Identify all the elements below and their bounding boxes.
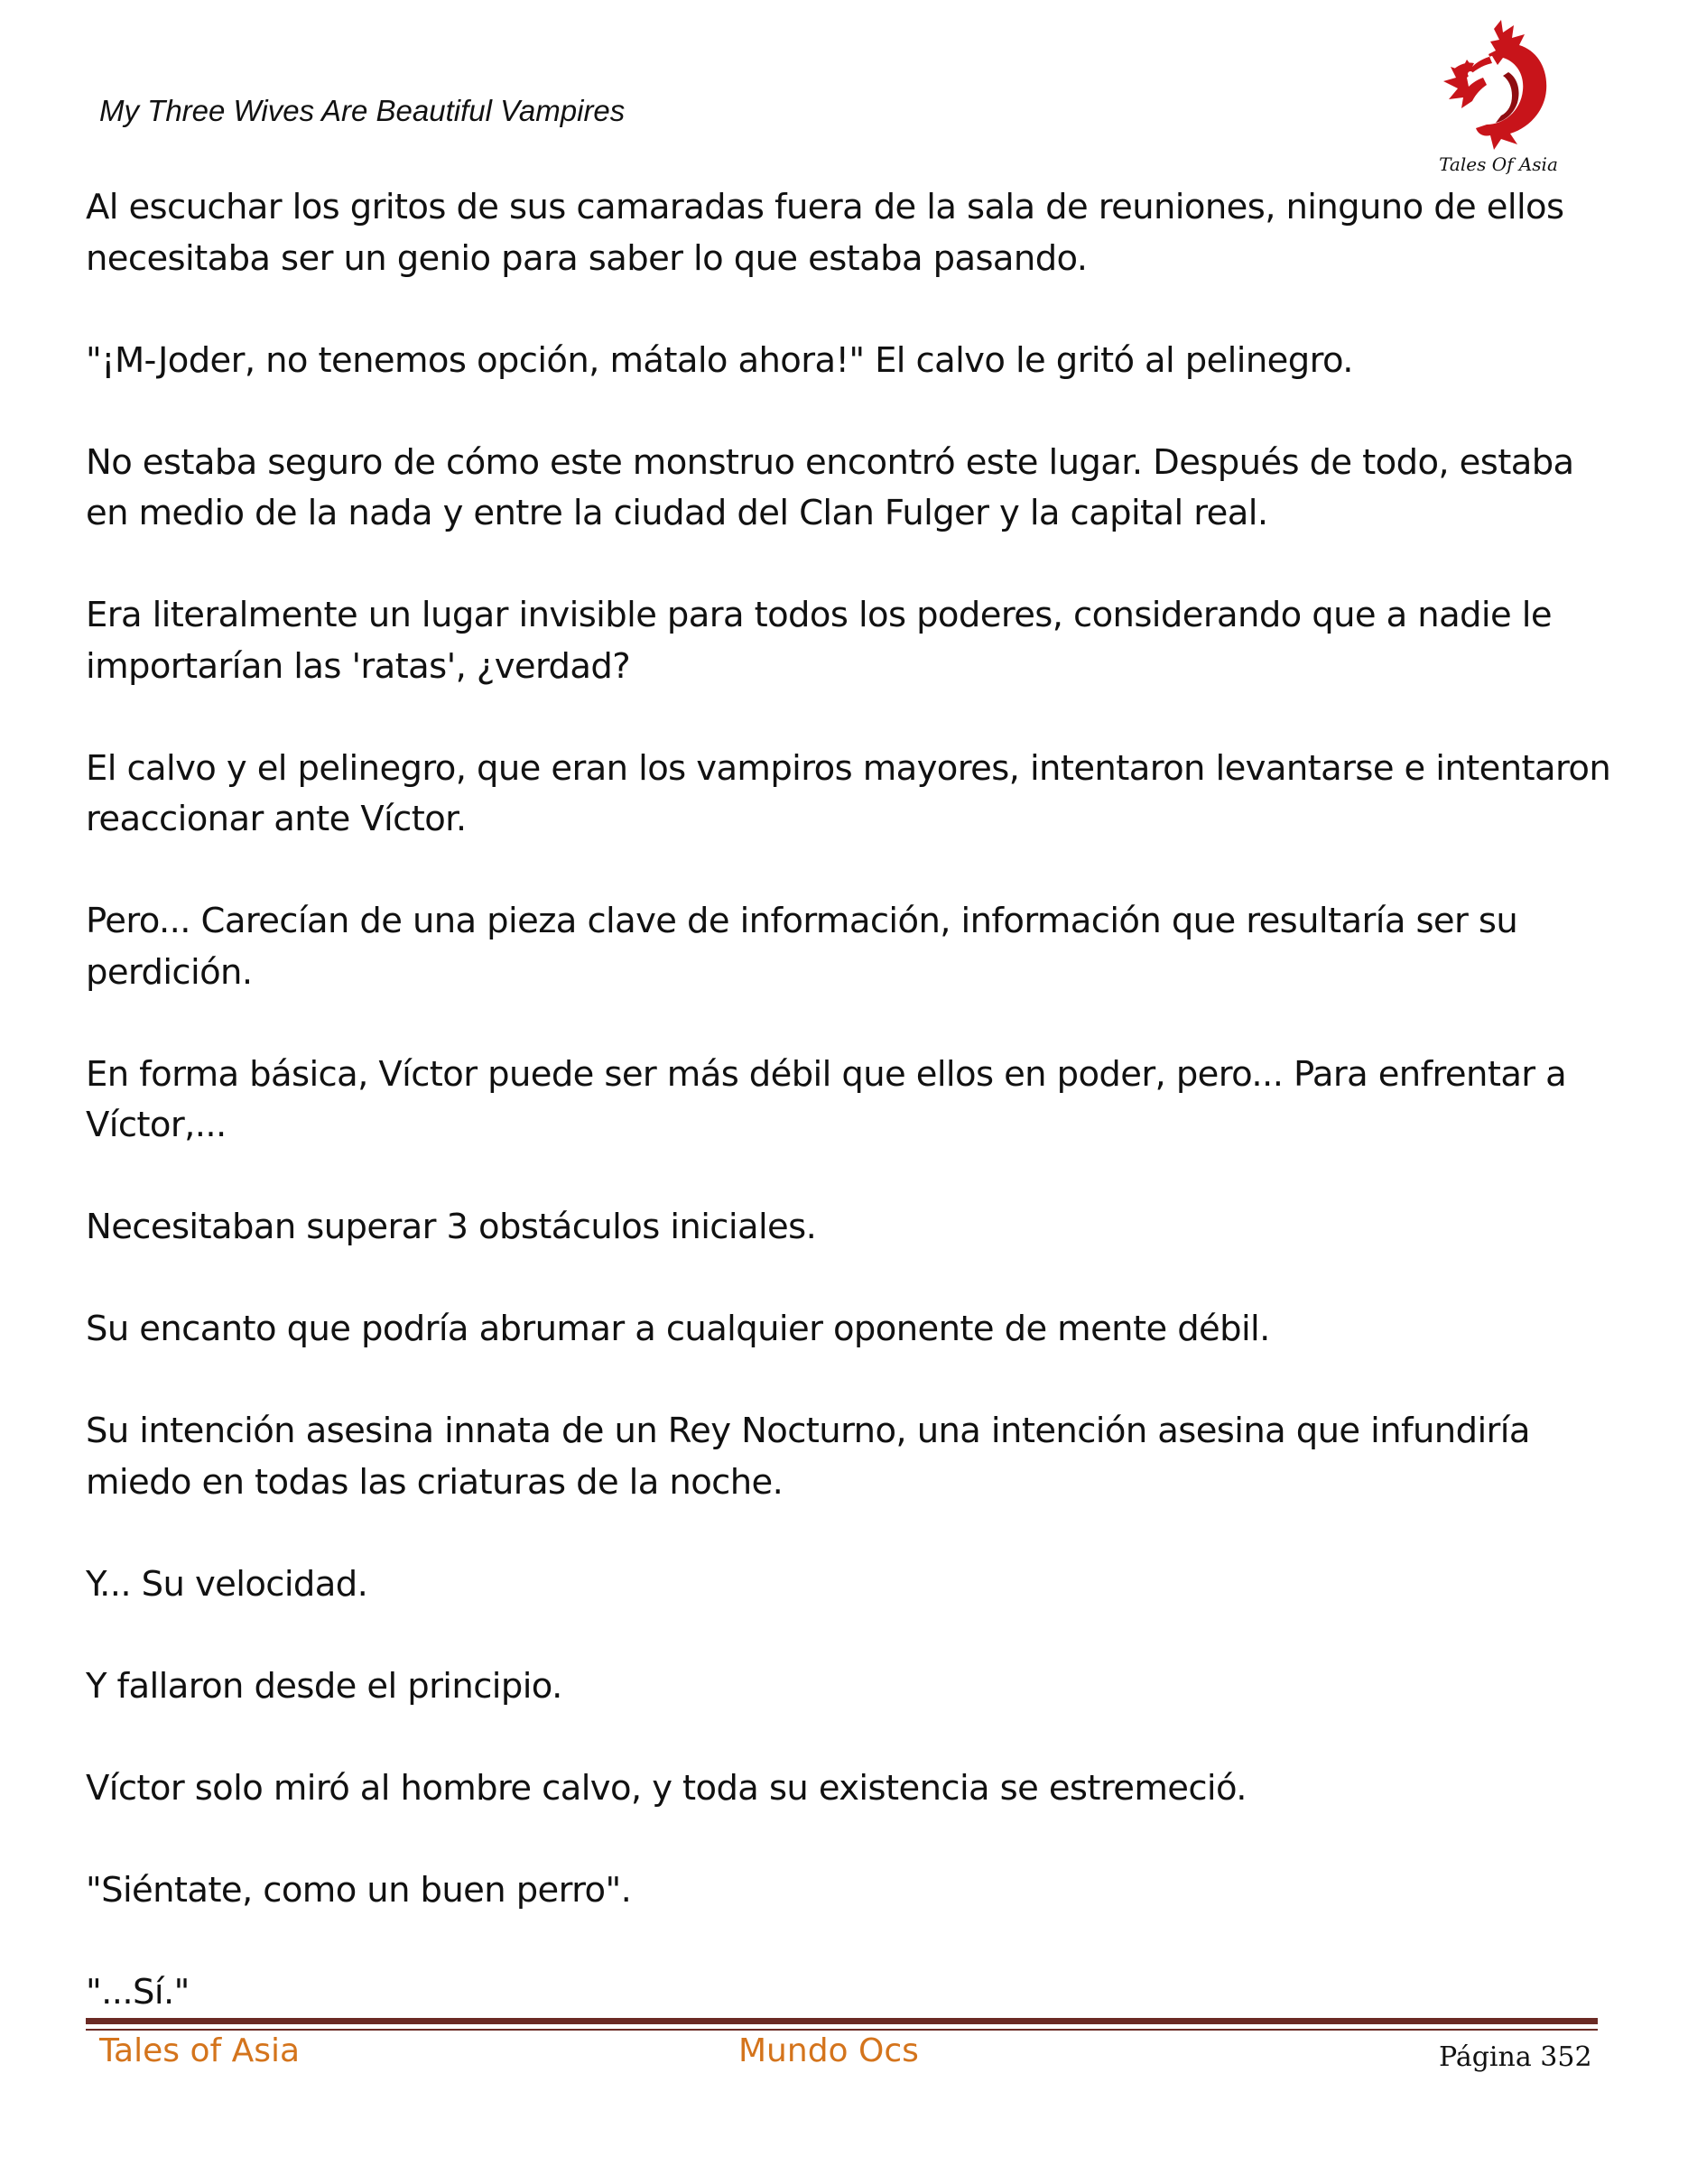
paragraph: "...Sí." xyxy=(86,1971,190,2013)
paragraph: Era literalmente un lugar invisible para todos los poderes, considerando que a nadie le importarían las 'ratas', ¿verdad? xyxy=(86,595,1552,687)
red-dragon-icon xyxy=(1431,18,1566,153)
paragraph: Víctor solo miró al hombre calvo, y toda su existencia se estremeció. xyxy=(86,1767,1247,1809)
footer-divider xyxy=(86,2018,1598,2024)
paragraph: El calvo y el pelinegro, que eran los vampiros mayores, intentaron levantarse e intentaron reaccionar ante Víctor. xyxy=(86,747,1611,839)
paragraph: Su intención asesina innata de un Rey Nocturno, una intención asesina que infundiría miedo en todas las criaturas de la noche. xyxy=(86,1411,1530,1503)
logo-caption: Tales Of Asia xyxy=(1439,153,1558,175)
paragraph: Al escuchar los gritos de sus camaradas fuera de la sala de reuniones, ninguno de ellos necesitaba ser un genio para saber lo que estaba pasando. xyxy=(86,187,1564,279)
paragraph: "Siéntate, como un buen perro". xyxy=(86,1869,632,1911)
paragraph: Su encanto que podría abrumar a cualquier oponente de mente débil. xyxy=(86,1309,1270,1349)
paragraph: Y fallaron desde el principio. xyxy=(86,1665,562,1707)
paragraph: Necesitaban superar 3 obstáculos iniciales. xyxy=(86,1207,817,1247)
chapter-body xyxy=(86,182,1620,2018)
book-title: My Three Wives Are Beautiful Vampires xyxy=(99,94,626,127)
paragraph: Y... Su velocidad. xyxy=(86,1563,368,1605)
page-number: Página 352 xyxy=(1439,2041,1592,2073)
footer-site: Mundo Ocs xyxy=(738,2032,919,2069)
footer-divider-thin xyxy=(86,2029,1598,2031)
paragraph: En forma básica, Víctor puede ser más débil que ellos en poder, pero... Para enfrentar a Víctor,... xyxy=(86,1053,1567,1145)
tales-of-asia-logo xyxy=(1431,18,1566,180)
footer-publisher: Tales of Asia xyxy=(99,2032,301,2069)
paragraph: No estaba seguro de cómo este monstruo encontró este lugar. Después de todo, estaba en medio de la nada y entre la ciudad del Clan Fulger y la capital real. xyxy=(86,441,1574,533)
paragraph: Pero... Carecían de una pieza clave de información, información que resultaría ser su perdición. xyxy=(86,901,1518,993)
paragraph: "¡M-Joder, no tenemos opción, mátalo ahora!" El calvo le gritó al pelinegro. xyxy=(86,339,1353,381)
